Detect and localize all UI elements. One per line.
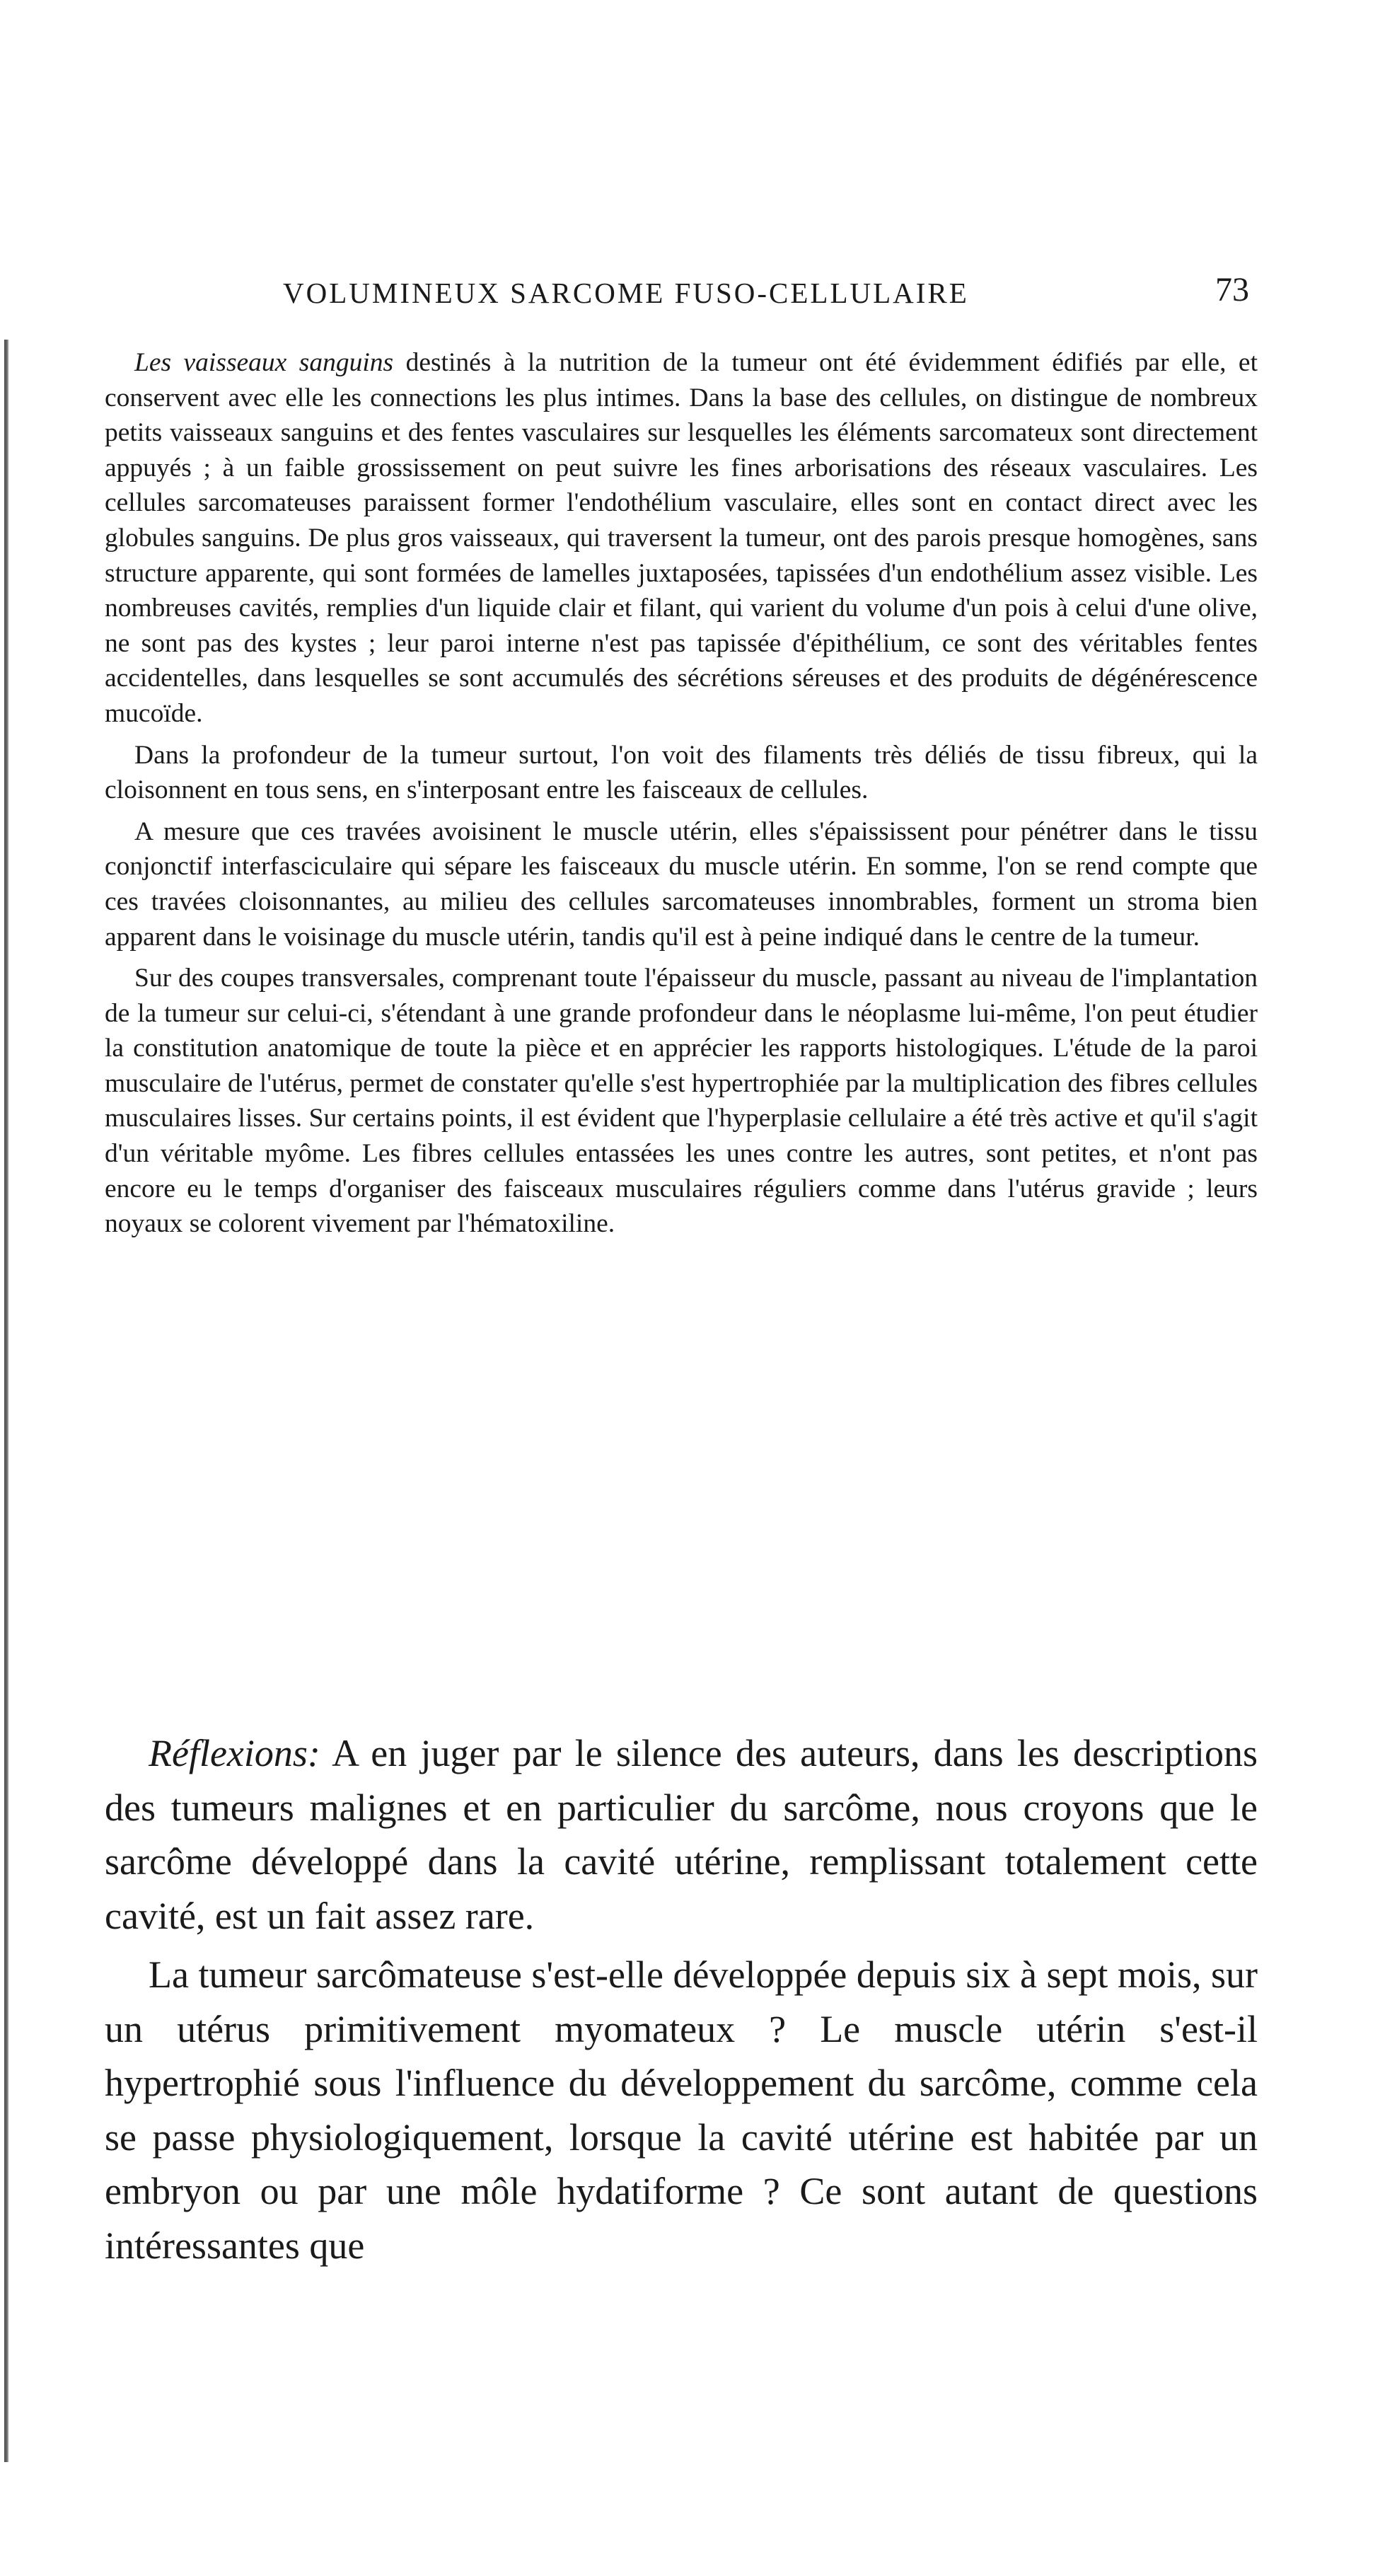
paragraph-questions — [105, 1948, 1258, 2272]
paragraph-body: La tumeur sarcômateuse s'est-elle développée depuis six à sept mois, sur un utérus primitivement myomateux ? Le muscle utérin s'est-il hypertrophié sous l'influence du développement du sarcôme, comme cela se passe physiologiquement, lorsque la cavité utérine est habitée par un embryon ou par une môle hydatiforme ? Ce sont autant de questions intéressantes que — [105, 1953, 1258, 2267]
paragraph-trabeculae — [105, 814, 1258, 954]
paragraph-body: destinés à la nutrition de la tumeur ont été évidemment édifiés par elle, et conservent avec elle les connections les plus intimes. Dans la base des cellules, on distingue de nombreux petits vaisseaux sanguins et des fentes vasculaires sur lesquelles les éléments sarcomateux sont directement appuyés ; à un faible grossissement on peut suivre les fines arborisations des réseaux vasculaires. Les cellules sarcomateuses paraissent former l'endothélium vasculaire, elles sont en contact direct avec les globules sanguins. De plus gros vaisseaux, qui traversent la tumeur, ont des parois presque homogènes, sans structure apparente, qui sont formées de lamelles juxtaposées, tapissées d'un endothélium assez visible. Les nombreuses cavités, remplies d'un liquide clair et filant, qui varient du volume d'un pois à celui d'une olive, ne sont pas des kystes ; leur paroi interne n'est pas tapissée d'épithélium, ce sont des véritables fentes accidentelles, dans lesquelles se sont accumulés des sécrétions séreuses et des produits de dégénérescence mucoïde. — [105, 348, 1258, 728]
page-binding-edge — [4, 340, 9, 2462]
paragraph-lead-italic: Les vaisseaux sanguins — [134, 348, 394, 377]
reflections-heading: Réflexions: — [149, 1732, 320, 1774]
paragraph-reflections — [105, 1726, 1258, 1943]
paragraph-sections — [105, 961, 1258, 1242]
paragraph-vessels — [105, 345, 1258, 732]
paragraph-depth — [105, 738, 1258, 808]
paragraph-body: Sur des coupes transversales, comprenant toute l'épaisseur du muscle, passant au niveau de l'implantation de la tumeur sur celui-ci, s'étendant à une grande profondeur dans le néoplasme lui-même, l'on peut étudier la constitution anatomique de toute la pièce et en apprécier les rapports histologiques. L'étude de la paroi musculaire de l'utérus, permet de constater qu'elle s'est hypertrophiée par la multiplication des fibres cellules musculaires lisses. Sur certains points, il est évident que l'hyperplasie cellulaire a été très active et qu'il s'agit d'un véritable myôme. Les fibres cellules entassées les unes contre les autres, sont petites, et n'ont pas encore eu le temps d'organiser des faisceaux musculaires réguliers comme dans l'utérus gravide ; leurs noyaux se colorent vivement par l'hématoxiline. — [105, 964, 1258, 1239]
paragraph-body: A mesure que ces travées avoisinent le muscle utérin, elles s'épaississent pour pénétrer dans le tissu conjonctif interfasciculaire qui sépare les faisceaux du muscle utérin. En somme, l'on se rend compte que ces travées cloisonnantes, au milieu des cellules sarcomateuses innombrables, forment un stroma bien apparent dans le voisinage du muscle utérin, tandis qu'il est à peine indiqué dans le centre de la tumeur. — [105, 816, 1258, 952]
running-title: VOLUMINEUX SARCOME FUSO-CELLULAIRE — [283, 277, 969, 309]
observation-text — [105, 345, 1258, 1242]
paragraph-body: A en juger par le silence des auteurs, dans les descriptions des tumeurs malignes et en particulier du sarcôme, nous croyons que le sarcôme développé dans la cavité utérine, remplissant totalement cette cavité, est un fait assez rare. — [105, 1732, 1258, 1937]
reflections-text — [105, 1726, 1258, 2272]
running-head — [105, 271, 1258, 318]
paragraph-body: Dans la profondeur de la tumeur surtout, l'on voit des filaments très déliés de tissu fibreux, qui la cloisonnent en tous sens, en s'interposant entre les faisceaux de cellules. — [105, 740, 1258, 805]
page-number: 73 — [1215, 271, 1249, 308]
